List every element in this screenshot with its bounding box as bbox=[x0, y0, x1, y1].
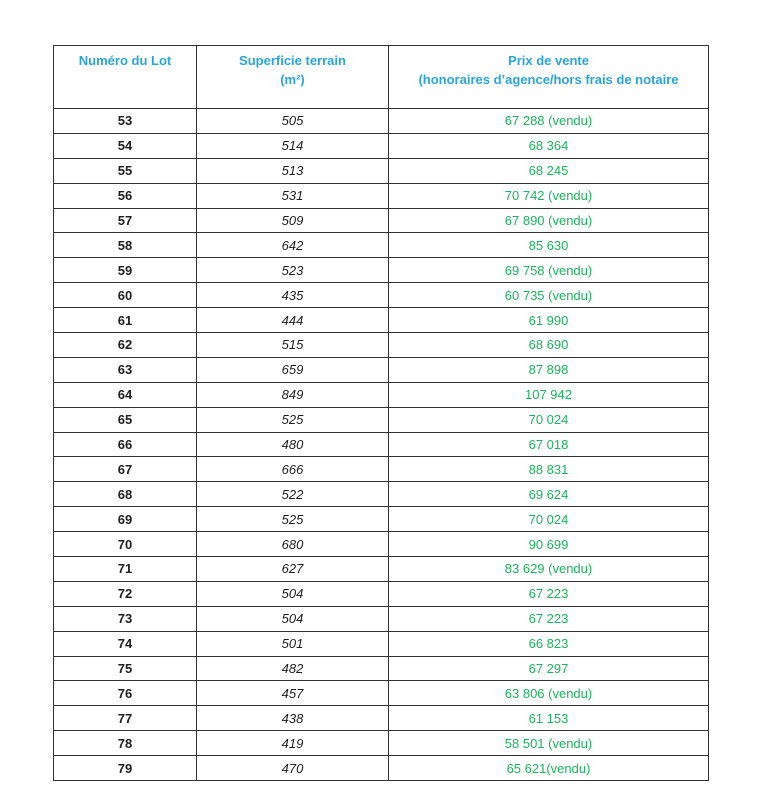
lot-cell: 56 bbox=[54, 183, 197, 208]
header-lot-label: Numéro du Lot bbox=[78, 53, 172, 68]
lot-cell: 70 bbox=[54, 532, 197, 557]
superficie-cell: 525 bbox=[197, 507, 389, 532]
prix-cell: 90 699 bbox=[389, 532, 709, 557]
superficie-cell: 470 bbox=[197, 756, 389, 781]
lot-cell: 69 bbox=[54, 507, 197, 532]
lot-cell: 68 bbox=[54, 482, 197, 507]
superficie-cell: 627 bbox=[197, 557, 389, 582]
lot-cell: 73 bbox=[54, 606, 197, 631]
lot-cell: 66 bbox=[54, 432, 197, 457]
table-row bbox=[54, 457, 709, 482]
lot-cell: 65 bbox=[54, 407, 197, 432]
superficie-cell: 522 bbox=[197, 482, 389, 507]
prix-cell: 68 690 bbox=[389, 333, 709, 358]
lot-cell: 63 bbox=[54, 357, 197, 382]
lot-cell: 72 bbox=[54, 581, 197, 606]
prix-cell: 107 942 bbox=[389, 382, 709, 407]
table-row bbox=[54, 731, 709, 756]
superficie-cell: 849 bbox=[197, 382, 389, 407]
prix-cell: 61 153 bbox=[389, 706, 709, 731]
prix-cell: 67 223 bbox=[389, 606, 709, 631]
table-row bbox=[54, 283, 709, 308]
prix-cell: 85 630 bbox=[389, 233, 709, 258]
prix-cell: 83 629 (vendu) bbox=[389, 557, 709, 582]
prix-cell: 67 288 (vendu) bbox=[389, 109, 709, 134]
table-row bbox=[54, 158, 709, 183]
superficie-cell: 482 bbox=[197, 656, 389, 681]
table-row bbox=[54, 706, 709, 731]
prix-cell: 65 621(vendu) bbox=[389, 756, 709, 781]
lot-cell: 62 bbox=[54, 333, 197, 358]
prix-cell: 69 624 bbox=[389, 482, 709, 507]
prix-cell: 88 831 bbox=[389, 457, 709, 482]
lot-cell: 61 bbox=[54, 308, 197, 333]
superficie-cell: 523 bbox=[197, 258, 389, 283]
lot-cell: 67 bbox=[54, 457, 197, 482]
table-header bbox=[54, 46, 709, 109]
table-row bbox=[54, 183, 709, 208]
header-row bbox=[54, 46, 709, 109]
prix-cell: 58 501 (vendu) bbox=[389, 731, 709, 756]
header-superficie bbox=[197, 46, 389, 109]
table-body bbox=[54, 109, 709, 781]
prix-cell: 67 223 bbox=[389, 581, 709, 606]
superficie-cell: 514 bbox=[197, 133, 389, 158]
lot-cell: 74 bbox=[54, 631, 197, 656]
prix-cell: 68 364 bbox=[389, 133, 709, 158]
table-row bbox=[54, 233, 709, 258]
prix-cell: 69 758 (vendu) bbox=[389, 258, 709, 283]
table-row bbox=[54, 333, 709, 358]
prix-cell: 70 024 bbox=[389, 507, 709, 532]
superficie-cell: 444 bbox=[197, 308, 389, 333]
lot-cell: 57 bbox=[54, 208, 197, 233]
prix-cell: 67 890 (vendu) bbox=[389, 208, 709, 233]
table-row bbox=[54, 133, 709, 158]
lot-cell: 58 bbox=[54, 233, 197, 258]
table-row bbox=[54, 308, 709, 333]
superficie-cell: 509 bbox=[197, 208, 389, 233]
lot-cell: 76 bbox=[54, 681, 197, 706]
lots-price-table bbox=[53, 45, 709, 781]
prix-cell: 61 990 bbox=[389, 308, 709, 333]
prix-cell: 60 735 (vendu) bbox=[389, 283, 709, 308]
lot-cell: 64 bbox=[54, 382, 197, 407]
lot-cell: 59 bbox=[54, 258, 197, 283]
prix-cell: 87 898 bbox=[389, 357, 709, 382]
table-row bbox=[54, 631, 709, 656]
table-row bbox=[54, 756, 709, 781]
prix-cell: 66 823 bbox=[389, 631, 709, 656]
table-row bbox=[54, 532, 709, 557]
lot-cell: 78 bbox=[54, 731, 197, 756]
superficie-cell: 642 bbox=[197, 233, 389, 258]
superficie-cell: 666 bbox=[197, 457, 389, 482]
lot-cell: 71 bbox=[54, 557, 197, 582]
superficie-cell: 525 bbox=[197, 407, 389, 432]
lot-cell: 60 bbox=[54, 283, 197, 308]
header-superficie-label: Superficie terrain bbox=[239, 53, 346, 68]
superficie-cell: 501 bbox=[197, 631, 389, 656]
table-row bbox=[54, 109, 709, 134]
lot-cell: 77 bbox=[54, 706, 197, 731]
superficie-cell: 515 bbox=[197, 333, 389, 358]
superficie-cell: 480 bbox=[197, 432, 389, 457]
table-row bbox=[54, 208, 709, 233]
lot-cell: 54 bbox=[54, 133, 197, 158]
header-lot bbox=[54, 46, 197, 109]
header-prix-note: (honoraires d’agence/hors frais de notaire bbox=[418, 72, 679, 87]
header-prix bbox=[389, 46, 709, 109]
header-superficie-unit: (m²) bbox=[280, 72, 305, 87]
table-row bbox=[54, 581, 709, 606]
prix-cell: 70 024 bbox=[389, 407, 709, 432]
table-row bbox=[54, 258, 709, 283]
table-row bbox=[54, 357, 709, 382]
prix-cell: 67 018 bbox=[389, 432, 709, 457]
prix-cell: 70 742 (vendu) bbox=[389, 183, 709, 208]
superficie-cell: 435 bbox=[197, 283, 389, 308]
table-row bbox=[54, 681, 709, 706]
table-row bbox=[54, 482, 709, 507]
prix-cell: 63 806 (vendu) bbox=[389, 681, 709, 706]
lot-cell: 75 bbox=[54, 656, 197, 681]
superficie-cell: 659 bbox=[197, 357, 389, 382]
table-row bbox=[54, 432, 709, 457]
table-row bbox=[54, 507, 709, 532]
superficie-cell: 505 bbox=[197, 109, 389, 134]
superficie-cell: 504 bbox=[197, 581, 389, 606]
header-prix-label: Prix de vente bbox=[508, 53, 589, 68]
prix-cell: 67 297 bbox=[389, 656, 709, 681]
table-row bbox=[54, 606, 709, 631]
table-row bbox=[54, 656, 709, 681]
table-row bbox=[54, 557, 709, 582]
superficie-cell: 419 bbox=[197, 731, 389, 756]
superficie-cell: 504 bbox=[197, 606, 389, 631]
superficie-cell: 457 bbox=[197, 681, 389, 706]
lot-cell: 53 bbox=[54, 109, 197, 134]
superficie-cell: 531 bbox=[197, 183, 389, 208]
superficie-cell: 438 bbox=[197, 706, 389, 731]
lot-cell: 79 bbox=[54, 756, 197, 781]
table-row bbox=[54, 382, 709, 407]
lot-cell: 55 bbox=[54, 158, 197, 183]
superficie-cell: 680 bbox=[197, 532, 389, 557]
table-row bbox=[54, 407, 709, 432]
superficie-cell: 513 bbox=[197, 158, 389, 183]
prix-cell: 68 245 bbox=[389, 158, 709, 183]
